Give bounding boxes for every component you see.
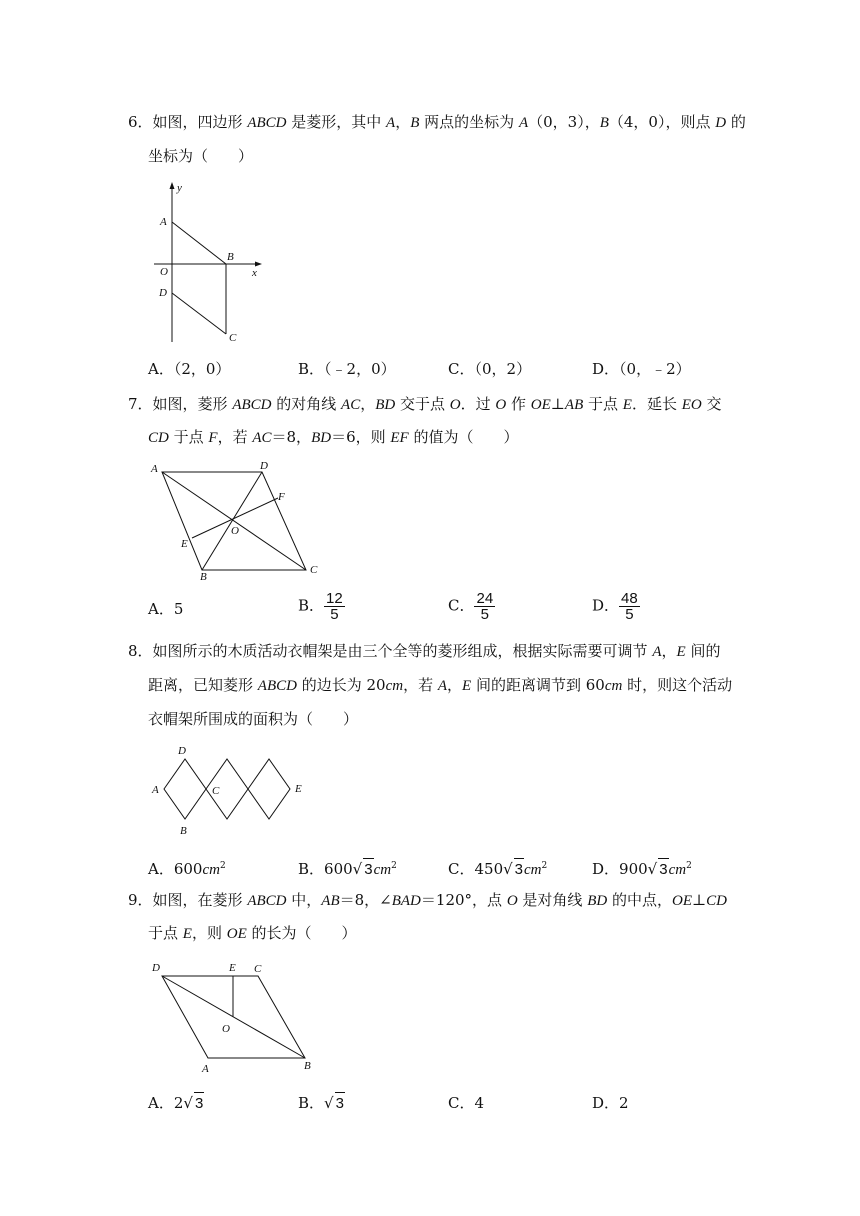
q8-option-d: D．900√ $3cm^2$ — [592, 855, 692, 881]
q8-number: 8． — [128, 642, 153, 660]
q9-text-1: 如图，在菱形 ABCD 中，AB＝8，∠BAD＝120°，点 O 是对角线 BD 的中点，OE⊥CD — [152, 891, 727, 909]
q7-option-a: A．5 — [148, 600, 184, 618]
q6-text-1: 如图，四边形 ABCD 是菱形，其中 A，B 两点的坐标为 A（0，3），B（4，0），则点 D 的 — [152, 113, 746, 131]
q6-label-D: D — [159, 287, 167, 299]
q7-option-d: D． $\frac{48}{5}$ — [592, 590, 638, 623]
q9-label-C: C — [254, 963, 262, 975]
q9-label-E: E — [229, 962, 236, 974]
q6-option-d: D．（0，﹣2） — [592, 360, 691, 378]
q8-option-c: C．450√ $3cm^2$ — [448, 855, 547, 881]
q7-number: 7． — [128, 395, 153, 413]
q9-figure — [148, 955, 323, 1080]
q6-label-A: A — [160, 216, 167, 228]
q6-line1 — [128, 111, 746, 134]
q9-option-b: B．√ 3 — [298, 1092, 345, 1115]
q7-label-F: F — [278, 491, 285, 503]
q7-label-B: B — [200, 571, 207, 583]
q9-label-D: D — [152, 962, 160, 974]
q9-label-A: A — [202, 1063, 209, 1075]
q9-line1 — [128, 889, 727, 912]
q8-line2: 距离，已知菱形 ABCD 的边长为 20cm，若 A，E 间的距离调节到 60cm 时，则这个活动 — [148, 676, 733, 694]
q7-line2: CD 于点 F，若 AC＝8，BD＝6，则 EF 的值为（ ） — [148, 428, 519, 446]
q8-option-a: A．$600cm^2$ — [148, 860, 226, 878]
q9-label-O: O — [222, 1023, 230, 1035]
q9-option-a: A．2√ 3 — [148, 1092, 204, 1115]
q6-label-O: O — [160, 266, 168, 278]
q6-line2: 坐标为（ ） — [148, 147, 254, 165]
q9-option-d: D．2 — [592, 1094, 629, 1112]
q7-label-E: E — [181, 538, 188, 550]
q7-option-b: B． $\frac{12}{5}$ — [298, 590, 343, 623]
q7-option-d-fraction: $\frac{48}{5}$ — [621, 590, 638, 623]
q7-option-c-fraction: $\frac{24}{5}$ — [476, 590, 494, 623]
q8-figure — [148, 742, 318, 842]
q7-label-C: C — [310, 564, 318, 576]
q6-label-x: x — [252, 267, 257, 279]
q6-label-C: C — [229, 332, 237, 344]
q6-option-b: B．（﹣2，0） — [298, 360, 396, 378]
q7-text-1: 如图，菱形 ABCD 的对角线 AC，BD 交于点 O．过 O 作 OE⊥AB 于点 E．延长 EO 交 — [152, 395, 722, 413]
q6-label-B: B — [227, 251, 234, 263]
q8-line3: 衣帽架所围成的面积为（ ） — [148, 710, 359, 728]
q8-label-D: D — [178, 745, 186, 757]
q7-label-D: D — [260, 460, 268, 472]
q8-label-B: B — [180, 825, 187, 837]
q8-label-C: C — [212, 785, 220, 797]
q6-option-c: C．（0，2） — [448, 360, 532, 378]
q9-number: 9． — [128, 891, 153, 909]
q8-label-A: A — [152, 784, 159, 796]
q7-option-b-fraction: $\frac{12}{5}$ — [326, 590, 343, 623]
q6-figure — [148, 180, 268, 350]
q8-label-E: E — [295, 783, 302, 795]
q9-label-B: B — [304, 1060, 311, 1072]
q9-option-c: C．4 — [448, 1094, 485, 1112]
q7-figure — [148, 458, 328, 583]
q7-label-A: A — [151, 463, 158, 475]
q9-line2: 于点 E，则 OE 的长为（ ） — [148, 924, 357, 942]
q8-text-1: 如图所示的木质活动衣帽架是由三个全等的菱形组成，根据实际需要可调节 A，E 间的 — [152, 642, 721, 660]
q6-option-a: A．（2，0） — [148, 360, 231, 378]
q6-number: 6． — [128, 113, 153, 131]
q7-label-O: O — [231, 525, 239, 537]
q7-option-c: C． $\frac{24}{5}$ — [448, 590, 494, 623]
q6-label-y: y — [177, 182, 182, 194]
q8-option-b: B．600√ $3cm^2$ — [298, 855, 397, 881]
q7-line1 — [128, 393, 722, 416]
q8-line1 — [128, 640, 720, 663]
